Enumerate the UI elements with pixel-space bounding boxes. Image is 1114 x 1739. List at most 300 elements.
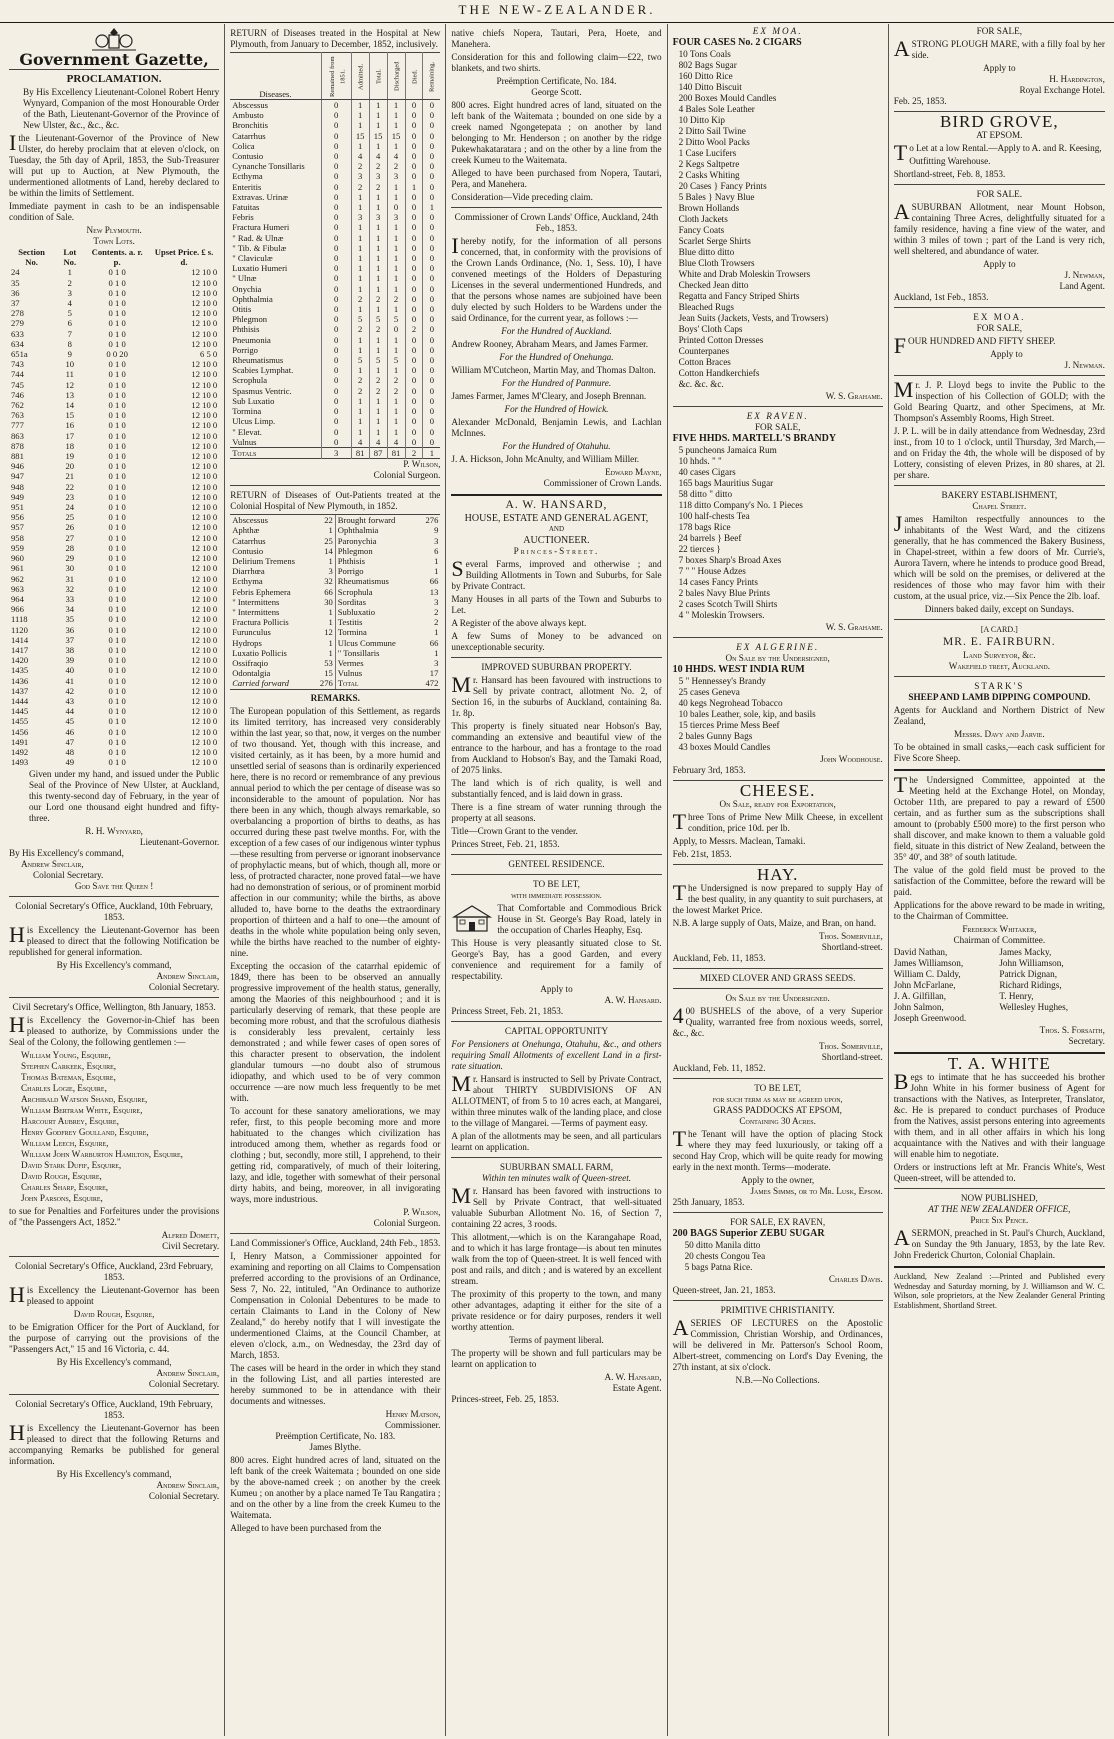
list-item: Harcourt Aubrey, Esquire, [21,1116,119,1127]
disease-count: 3 [434,657,439,668]
pub-heading: NOW PUBLISHED, [960,1193,1038,1203]
return-cell: 0 [429,120,435,131]
list-item: Richard Ridings, [999,980,1062,990]
disease-count: 1 [328,637,333,648]
return-cell: 3 [369,171,387,181]
table-row [9,441,219,451]
return-cell: 0 [321,222,351,232]
hay-date: Auckland, Feb. 11, 1853. [672,953,766,963]
return-cell: 1 [369,335,387,345]
list-item: 5 Bales } Navy Blue [678,192,755,202]
return-cell: 0 [405,141,423,151]
lot-cell: 40 [65,665,75,676]
return-cell: 0 [429,324,435,335]
return-cell: 3 [387,212,405,222]
lot-cell: 278 [11,308,24,319]
return-cell: 2 [351,161,369,171]
lot-cell: 0 0 20 [106,349,128,360]
lot-cell: 0 1 0 [108,298,126,309]
return-cell: 1 [351,273,369,283]
white-body2: Orders or instructions left at Mr. Francis White's, West Queen-street, will be attended to. [893,1162,1105,1183]
disease-name: Paronychia [337,535,377,546]
return-cell: 0 [429,344,435,355]
return-cell: 2 [387,375,405,385]
lot-cell: 12 10 0 [191,420,218,431]
lot-cell: 29 [65,553,75,564]
return-cell: Extravas. Urinæ [230,192,321,202]
lot-cell: 12 10 0 [191,573,218,584]
lot-cell: 12 10 0 [191,563,218,574]
lot-cell: 41 [65,675,75,686]
table-row [9,574,219,584]
return-cell: 1 [369,263,387,273]
lot-cell: 12 10 0 [191,604,218,615]
consideration1: Consideration for this and following claim—£22, two blankets, and two shirts. [451,52,662,73]
algerine-items-list [673,676,883,753]
table-row [9,614,219,624]
return-cell: Spasmus Ventric. [230,386,321,396]
christianity-body: ASERIES OF LECTURES on the Apostolic Commission, Christian Worship, and Ordinances, will be delivered in Mr. Patterson's School Room, Albert-street, commencing on Lord's Day Evening, the 27th instant, at six o'clock. [672,1315,883,1372]
lot-cell: 12 10 0 [191,338,218,349]
disease-name: " Intermittens [232,606,280,617]
sf-body3: The proximity of this property to the town, and many other advantages, adapting it either for the site of a private residence or for dairy purposes, renders it well worthy attention. [451,1289,662,1332]
list-item: 802 Bags Sugar [678,60,737,70]
christianity-nb: N.B.—No Collections. [735,1375,820,1385]
disease-name: Delirium Tremens [232,555,295,566]
return-cell: 1 [387,110,405,120]
return-cell: 1 [387,182,405,192]
gold-committee [894,946,1105,1025]
lloyd-body: Mr. J. P. Lloyd begs to invite the Public to the inspection of his Collection of GOLD; with the Gold Bearing Quartz, and other Specimens, at Mr. Thompson's Assembly Rooms, High Street. [893,377,1105,423]
table-row [9,543,219,553]
lot-cell: 0 1 0 [108,522,126,533]
return-cell: 4 [387,437,405,448]
lot-cell: 12 10 0 [191,267,218,278]
return-cell: 1 [351,110,369,120]
disease-count: 3 [434,596,439,607]
isp-body3: The land which is of rich quality, is well and substantially fenced, and is laid down in grass. [451,778,662,799]
notice4-title: Colonial Secretary. [148,1491,220,1502]
disease-count: 66 [429,637,439,648]
disease-name: Tormina [337,627,367,638]
hansard-register: A Register of the above always kept. [451,618,587,628]
cert184-title: Preëmption Certificate, No. 184. [496,76,617,86]
return-cell: 0 [321,202,351,212]
return-cell: 0 [387,324,405,334]
return-cell: 3 [369,212,387,222]
notice1-command: By His Excellency's command, [56,960,172,971]
lot-cell: 744 [11,369,24,380]
table-row [9,410,219,420]
return-cell: 15 [369,131,387,141]
table-row [9,420,219,430]
return-cell: 2 [351,324,369,334]
lot-cell: 12 10 0 [191,746,218,757]
lot-cell: 1420 [11,655,29,666]
table-row [230,386,440,396]
notice3-title: Colonial Secretary. [148,1379,220,1390]
return-cell: " Claviculæ [230,253,321,263]
command-title: Colonial Secretary. [33,870,104,881]
table-row [9,482,219,492]
sf-heading: SUBURBAN SMALL FARM, [499,1162,614,1172]
list-item: 20 chests Congou Tea [684,1251,766,1261]
table-row [9,655,219,665]
list-item: Archibald Watson Shand, Esquire, [21,1094,148,1105]
notice2-names-list [9,1050,219,1204]
hansard-money: A few Sums of Money to be advanced on unexceptionable security. [451,631,662,652]
sf-terms: Terms of payment liberal. [509,1335,604,1345]
moa-heading: EX MOA. [752,26,803,36]
sf-shown: The property will be shown and full particulars may be learnt on application to [451,1348,662,1369]
return-cell: 0 [405,100,423,111]
disease-name: Ecthyma [232,576,263,587]
list-item: John Salmon, [893,1002,944,1012]
lot-cell: 956 [11,512,24,523]
hundred-auckland: For the Hundred of Auckland. [501,326,612,336]
lot-cell: 37 [11,298,20,309]
disease-count: 2 [434,606,439,617]
return2-title: RETURN of Diseases of Out-Patients treated at the Colonial Hospital of New Plymouth, in 1852. [230,490,441,512]
return-cell: 0 [321,233,351,243]
return-cell: 0 [321,386,351,396]
paddocks-apply: Apply to the owner, [741,1175,815,1185]
given-title: Lieutenant-Governor. [139,837,220,848]
return-cell: 0 [429,100,435,110]
lots-header-contents: Contents. a. r. p. [91,247,143,268]
return-cell: 1 [387,141,405,151]
return-cell: 0 [321,345,351,355]
paddocks-heading: GRASS PADDOCKS AT EPSOM, [713,1105,842,1115]
return-cell: 4 [387,151,405,161]
paddocks-let: TO BE LET, [754,1083,802,1093]
lot-cell: 957 [11,522,24,533]
disease-name: Brought forward [337,515,396,526]
lot-cell: 10 [65,359,75,370]
table-row [9,686,219,696]
return-total-cell: 81 [351,447,369,458]
lots-header-price: Upset Price. £ s. d. [154,247,214,268]
disease-name: Ossifraqio [232,657,268,668]
table-row [9,757,219,767]
lot-cell: 12 10 0 [191,736,218,747]
algerine-sale: On Sale by the Undersigned, [725,653,830,663]
return-cell: Rheumatismus [230,355,321,365]
table-row [230,566,335,576]
return-cell: 2 [369,386,387,396]
disease-count: 1 [434,555,439,566]
clover-sign-title: Shortland-street. [821,1052,883,1062]
lot-cell: 0 1 0 [108,675,126,686]
return1-title: RETURN of Diseases treated in the Hospital at New Plymouth, from January to December, 1852, inclusively. [230,28,441,49]
lot-cell: 959 [11,542,24,553]
table-row [336,648,441,658]
disease-name: Fractura Pollicis [232,617,289,628]
return-cell: 1 [369,416,387,426]
list-item: William Leech, Esquire, [21,1138,109,1149]
disease-count: 53 [324,657,333,668]
table-row [9,308,219,318]
sf-date: Princes-street, Feb. 25, 1853. [451,1394,559,1404]
list-item: 40 cases Cigars [678,467,736,477]
return-cell: 2 [387,161,405,171]
isp-body: Mr. Hansard has been favoured with instructions to Sell by private contract, allotment No. 2, of Section 16, in the suburbs of Auckland, containing 8a. 1r. 8p. [451,672,662,718]
disease-name: Vermes [337,657,364,668]
lot-cell: 1455 [11,716,29,727]
lot-cell: 12 10 0 [191,542,218,553]
lot-cell: 951 [11,502,24,513]
return-total-cell: 81 [387,447,405,458]
lot-cell: 4 [67,298,72,309]
christianity-heading: PRIMITIVE CHRISTIANITY. [720,1305,835,1315]
return-cell: 1 [387,365,405,375]
return-cell: 0 [321,100,351,111]
table-row [336,597,441,607]
lot-cell: 12 10 0 [191,593,218,604]
list-item: Boys' Cloth Caps [678,324,743,334]
return-total-cell: 1 [423,447,440,458]
hansard-name: A. W. HANSARD, [505,499,608,511]
gr-sign: A. W. Hansard. [604,995,662,1005]
notice4-command: By His Excellency's command, [56,1469,172,1480]
table-row [230,263,440,273]
lot-cell: 0 1 0 [108,369,126,380]
list-item: William Young, Esquire, [21,1050,111,1061]
table-header-cell: Total. [369,53,387,100]
disease-count: 1 [434,627,439,638]
return-cell: 0 [321,294,351,304]
notice4-date: Colonial Secretary's Office, Auckland, 19th February, 1853. [15,1399,213,1421]
return-cell: 0 [321,406,351,416]
cert183-name: James Blythe. [309,1441,362,1452]
return-cell: 1 [351,141,369,151]
moa-sheep-sale: FOR SALE, [976,323,1023,333]
list-item: David Stark Dufif, Esquire, [21,1160,122,1171]
return-cell: 1 [387,396,405,406]
return-total-cell: Totals [230,447,321,458]
return-cell: 0 [405,365,423,375]
lot-cell: 12 10 0 [191,298,218,309]
table-row [230,100,440,111]
lot-cell: 634 [11,338,24,349]
list-item: 10 hhds. " " [678,456,722,466]
list-item: 22 tierces } [678,544,721,554]
gold-chair: Frederick Whitaker, [962,924,1037,934]
return-cell: 1 [369,243,387,253]
list-item: 2 Ditto Wool Packs [678,137,750,147]
gazette-title: Government Gazette, [19,50,209,69]
return2-left-total [230,678,335,688]
return-cell: Fractura Humeri [230,222,321,232]
table-row [9,390,219,400]
table-row [9,288,219,298]
disease-name: Scrophula [337,586,373,597]
lot-cell: 0 1 0 [108,400,126,411]
bakery-sub: Chapel Street. [972,501,1027,511]
return-cell: 15 [387,131,405,141]
fs1-body: ASTRONG PLOUGH MARE, with a filly foal by her side. [893,36,1105,61]
return-cell: 0 [429,222,435,233]
sf-body: Mr. Hansard has been favored with instructions to Sell by Private Contract, that well-situated valuable Suburban Allotment No. 16, of Section 7, containing 22 acres, 3 roods. [451,1183,662,1229]
list-item: 15 tierces Prime Mess Beef [678,720,780,730]
return-cell: 1 [387,304,405,314]
disease-name: Aphthæ [232,525,260,536]
table-row [230,648,335,658]
sf-sign-title: Estate Agent. [612,1383,662,1393]
return-cell: 5 [351,355,369,365]
lot-cell: 0 1 0 [108,604,126,615]
lot-cell: 0 1 0 [108,644,126,655]
lot-cell: 0 1 0 [108,553,126,564]
table-row [9,594,219,604]
column-5 [889,24,1110,1736]
land-office-sign-title: Commissioner. [384,1419,441,1430]
lot-cell: 8 [67,338,72,349]
lot-cell: 35 [11,277,20,288]
lot-cell: 17 [65,430,75,441]
return1-rows [230,100,440,448]
table-row [336,515,441,525]
lot-cell: 0 1 0 [108,695,126,706]
table-row [9,359,219,369]
return-cell: 1 [351,243,369,253]
lot-cell: 0 1 0 [108,716,126,727]
lot-cell: 22 [65,481,75,492]
lots-header-section: Section No. [18,247,45,268]
lot-cell: 0 1 0 [108,573,126,584]
table-row [230,638,335,648]
lot-cell: 763 [11,410,24,421]
lot-cell: 0 1 0 [108,308,126,319]
house-icon [451,903,493,933]
return-cell: " Tib. & Fibulæ [230,243,321,253]
list-item: David Rough, Esquire, [21,1171,102,1182]
stark-names: Messrs. Davy and Jarvie. [954,729,1045,739]
cert184-name: George Scott. [531,87,582,97]
list-item: 140 Ditto Biscuit [678,82,742,92]
return-cell: Ecthyma [230,171,321,181]
disease-name: Furunculus [232,627,271,638]
return-cell: 0 [429,385,435,396]
lot-cell: 0 1 0 [108,491,126,502]
table-row [230,345,440,355]
notice2-tail: to sue for Penalties and Forfeitures under the provisions of "the Passengers Act, 1852." [9,1206,220,1228]
return-cell: 0 [321,141,351,151]
list-item: 24 barrels } Beef [678,533,742,543]
lot-cell: 24 [11,267,20,278]
list-item: 10 bales Leather, sole, kip, and basils [678,709,816,719]
return-cell: 0 [429,283,435,294]
bakery-tail: Dinners baked daily, except on Sundays. [924,604,1074,614]
lot-cell: 44 [65,706,75,717]
notice2-title: Civil Secretary. [162,1241,220,1252]
list-item: 20 Cases } Fancy Prints [678,181,767,191]
pub-body: ASERMON, preached in St. Paul's Church, Auckland, on Sunday the 9th January, 1853, by the late Rev. John Frederick Churton, Colonial Chaplain. [893,1225,1105,1260]
return-cell: 0 [429,406,435,417]
return-cell: 0 [321,304,351,314]
notice1-name: Andrew Sinclair, [156,971,220,982]
hay-sign: Thos. Somerville, [818,931,883,941]
lot-cell: 0 1 0 [108,389,126,400]
return-cell: 2 [405,324,423,334]
return-cell: 1 [387,120,405,130]
return-cell: 1 [387,222,405,232]
table-row [230,617,335,627]
return-cell: 0 [405,375,423,385]
table-row [9,492,219,502]
table-row [230,627,335,637]
table-row [9,298,219,308]
algerine-heading: EX ALGERINE. [736,642,820,652]
return-cell: 0 [405,406,423,416]
return-cell: 0 [429,151,435,162]
return-cell: 0 [321,416,351,426]
lot-cell: 3 [67,287,72,298]
list-item: Cloth Jackets [678,214,728,224]
lot-cell: 12 10 0 [191,634,218,645]
gr-immediate: with immediate possession. [511,891,602,900]
lot-cell: 1417 [11,644,29,655]
disease-name: Catarrhus [232,535,266,546]
lot-cell: 743 [11,359,24,370]
disease-name: Contusio [232,545,264,556]
return-cell: 0 [429,212,435,223]
fs1-date: Feb. 25, 1853. [893,96,947,106]
cheese-sale: On Sale, ready for Exportation, [719,799,836,809]
table-header-cell: Admitted. [351,53,369,100]
land-office-body: I, Henry Matson, a Commissioner appointed for examining and reporting on all Claims to Compensation preferred according to the provisions of an Ordinance, Sess 7, No. 22, intituled, "An Ordinance to authorize Compensation in Colonial Debentures to be made to certain Claimants to Land in the Colony of New Zealand," do hereby notify that I will investigate the undermentioned Claims, at the Council Chamber, at eleven o'clock, a.m., on Wednesday, the 23rd day of March, 1853. [230,1250,441,1360]
clover-body: 400 BUSHELS of the above, of a very Superior Quality, warranted free from noxious weeds, sorrel, &c., &c. [672,1003,883,1038]
moa-lead: FOUR CASES No. 2 CIGARS [672,37,802,48]
cert184-alleged: Alleged to have been purchased from Nopera, Tautari, Pera, and Manehera. [451,168,662,189]
table-row [230,416,440,426]
disease-name: Phlegmon [337,545,373,556]
list-item: 10 Tons Coals [678,49,731,59]
lot-cell: 12 10 0 [191,430,218,441]
lot-cell: 0 1 0 [108,665,126,676]
list-item: William Bertram White, Esquire, [21,1105,143,1116]
table-row [9,563,219,573]
lot-cell: 0 1 0 [108,481,126,492]
fs1-heading: FOR SALE, [976,26,1023,36]
fs1-apply: Apply to [983,63,1016,73]
return-cell: 0 [429,232,435,243]
fs1-sign-title: Royal Exchange Hotel. [1019,85,1105,95]
lot-cell: 35 [65,614,75,625]
return-cell: 1 [429,202,435,213]
table-row [230,212,440,222]
bakery-body: James Hamilton respectfully announces to the inhabitants of the West Ward, and the citizens generally, that he has commenced the Bakery Business, in Chapel-street, within a few doors of Mr. Currie's, Aurora Tavern, where he intends to produce good Bread, which will be sold on the premises, or delivered at the residences of those who may favor him with their custom, at the usual price, viz.—Six Pence the 2lb. loaf. [893,511,1105,601]
lot-cell: 11 [65,369,74,380]
list-item: John Parsons, Esquire, [21,1193,103,1204]
list-item: 100 half-chests Tea [678,511,750,521]
return2-table [230,514,440,689]
return-cell: 0 [405,314,423,324]
lot-cell: 762 [11,400,24,411]
disease-count: 1 [328,647,333,658]
lot-cell: 26 [65,522,75,533]
table-row [9,461,219,471]
lot-cell: 49 [65,757,75,768]
list-item: 1 Case Lucifers [678,148,737,158]
lot-cell: 34 [65,604,75,615]
return-total-cell: 2 [405,447,423,458]
list-item: 2 Kegs Saltpetre [678,159,740,169]
table-row [230,304,440,314]
gr-apply: Apply to [540,984,573,994]
lot-cell: 12 10 0 [191,502,218,513]
return-cell: Ophthalmia [230,294,321,304]
